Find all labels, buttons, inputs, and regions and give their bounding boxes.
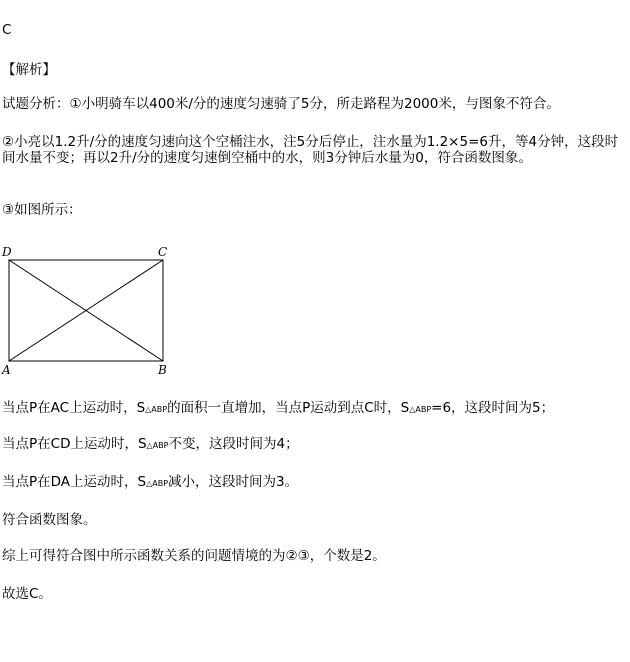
analysis-intro: 试题分析：①小明骑车以400米/分的速度匀速骑了5分，所走路程为2000米，与图象不符合。 — [2, 96, 560, 112]
analysis-heading: 【解析】 — [2, 62, 56, 78]
vertex-label-c: C — [158, 245, 168, 259]
case-cd: 当点P在CD上运动时，S△ABP不变，这段时间为4； — [2, 436, 299, 452]
fits-graph-text: 符合函数图象。 — [2, 512, 97, 528]
vertex-label-b: B — [158, 363, 167, 377]
vertex-label-d: D — [2, 245, 12, 259]
analysis-item-3: ③如图所示： — [2, 202, 82, 218]
conclusion-text: 故选C。 — [2, 586, 52, 602]
analysis-item-2: ②小亮以1.2升/分的速度匀速向这个空桶注水，注5分后停止，注水量为1.2×5=6升，等4分钟，这段时间水量不变；再以2升/分的速度匀速倒空桶中的水，则3分钟后水量为0，符合函数图象。 — [2, 134, 619, 166]
case-da: 当点P在DA上运动时，S△ABP减小，这段时间为3。 — [2, 474, 299, 490]
rectangle-figure — [0, 244, 190, 379]
answer-letter: C — [2, 22, 12, 38]
vertex-label-a: A — [2, 363, 11, 377]
summary-text: 综上可得符合图中所示函数关系的问题情境的为②③，个数是2。 — [2, 548, 386, 564]
case-ac: 当点P在AC上运动时，S△ABP的面积一直增加，当点P运动到点C时，S△ABP=6，这段时间为5； — [2, 400, 555, 416]
